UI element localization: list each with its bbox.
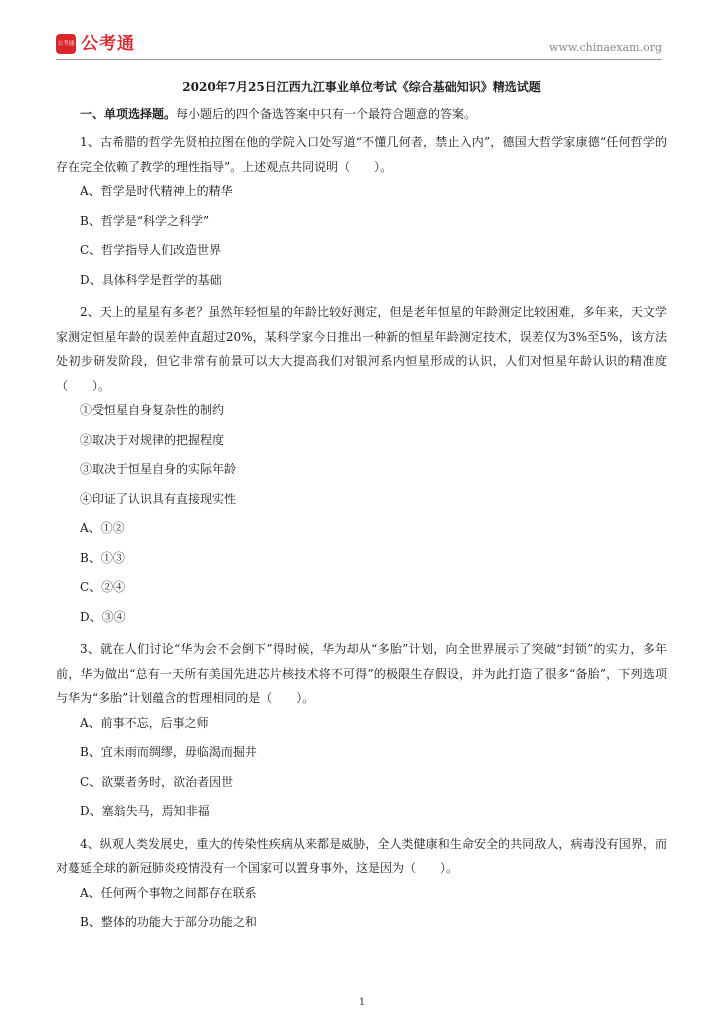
option-b: B、整体的功能大于部分功能之和 <box>80 915 257 929</box>
option-a: A、任何两个事物之间都存在联系 <box>80 885 257 900</box>
question-stem: 3、就在人们讨论“华为会不会倒下”得时候，华为却从“多胎”计划，向全世界展示了突破“封锁”的实力，多年前，华为做出“总有一天所有美国先进芯片核技术将不可得”的极限生存假设，并为此打造了很多“备胎”，下列选项与华为“多胎”计划蕴含的哲理相同的是（ ）。 <box>56 642 667 705</box>
logo-badge-icon: 公考通 <box>56 34 76 54</box>
question-1 <box>56 130 667 289</box>
option-b: B、哲学是“科学之科学” <box>80 213 210 228</box>
section-instruction: 每小题后的四个备选答案中只有一个最符合题意的答案。 <box>176 107 477 121</box>
section-heading <box>56 105 667 123</box>
question-3 <box>56 637 667 820</box>
question-2 <box>56 300 667 626</box>
option-c: C、欲粟者务时，欲治者因世 <box>80 774 234 789</box>
option-a: A、哲学是时代精神上的精华 <box>80 184 233 198</box>
logo[interactable] <box>56 34 135 54</box>
question-stem: 2、天上的星星有多老？虽然年轻恒星的年龄比较好测定，但是老年恒星的年龄测定比较困难，多年来，天文学家测定恒星年龄的误差仲直超过20%，某科学家今日推出一种新的恒星年龄测定技术，误差仅为3%至5%，该方法处初步研发阶段，但它非常有前景可以大大提高我们对银河系内恒星形成的认识，人们对恒星年龄认识的精准度（ ）。 <box>56 305 667 393</box>
option-a: A、①② <box>80 521 125 535</box>
option-d: D、具体科学是哲学的基础 <box>80 272 222 287</box>
question-stem: 4、纵观人类发展史，重大的传染性疾病从来都是威胁，全人类健康和生命安全的共同敌人，病毒没有国界，而对蔓延全球的新冠肺炎疫情没有一个国家可以置身事外，这是因为（ ）。 <box>56 836 667 875</box>
option-d: D、③④ <box>80 609 126 624</box>
option-c: C、②④ <box>80 580 126 594</box>
option-b: B、宜未雨而绸缪，毋临渴而掘井 <box>80 745 257 759</box>
statement-item: ②取决于对规律的把握程度 <box>80 432 225 447</box>
question-4 <box>56 832 667 932</box>
document-body <box>56 78 667 943</box>
document-title: 2020年7月25日江西九江事业单位考试《综合基础知识》精选试题 <box>182 80 541 94</box>
question-stem: 1、古希腊的哲学先贤柏拉图在他的学院入口处写道“不懂几何者，禁止入内”，德国大哲学家康德“任何哲学的存在完全依赖了教学的理性指导”。上述观点共同说明（ ）。 <box>56 135 667 174</box>
header-divider <box>56 59 662 60</box>
logo-text: 公考通 <box>81 34 135 54</box>
option-a: A、前事不忘，后事之师 <box>80 715 209 730</box>
section-heading-label: 一、单项选择题。 <box>80 107 177 121</box>
statement-item: ①受恒星自身复杂性的制约 <box>80 403 225 417</box>
statement-item: ③取决于恒星自身的实际年龄 <box>80 462 237 476</box>
site-url[interactable]: www.chinaexam.org <box>549 41 662 54</box>
option-d: D、塞翁失马，焉知非福 <box>80 804 210 818</box>
statement-item: ④印证了认识具有直接现实性 <box>80 491 237 506</box>
page-header <box>56 34 662 60</box>
page-number: 1 <box>358 997 366 1008</box>
option-b: B、①③ <box>80 550 125 565</box>
option-c: C、哲学指导人们改造世界 <box>80 243 222 257</box>
